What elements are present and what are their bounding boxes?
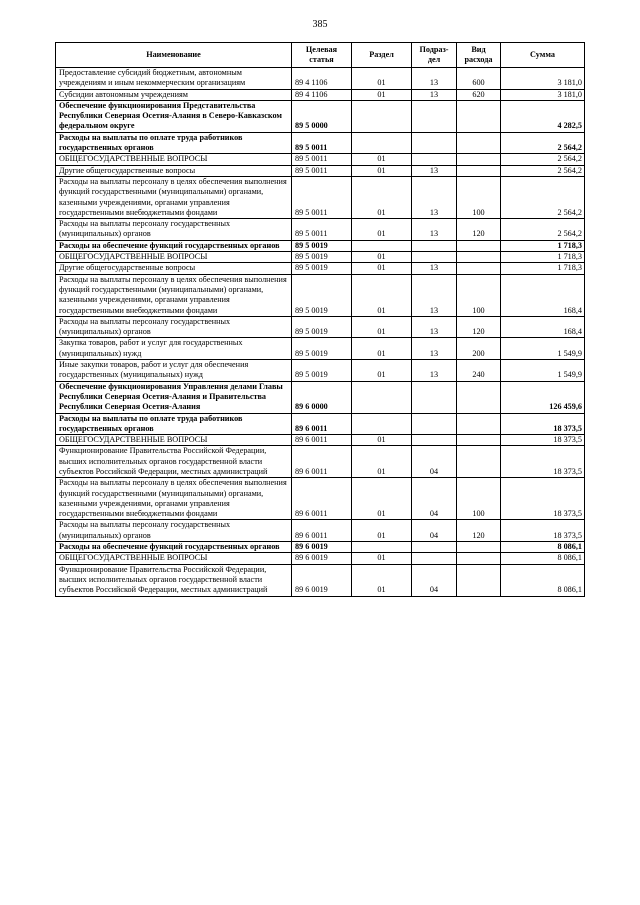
- cell-name: ОБЩЕГОСУДАРСТВЕННЫЕ ВОПРОСЫ: [56, 435, 292, 446]
- cell-section: [352, 100, 412, 132]
- cell-expense-type: 620: [457, 89, 501, 100]
- cell-section: [352, 381, 412, 413]
- cell-name: Другие общегосударственные вопросы: [56, 165, 292, 176]
- cell-section: 01: [352, 564, 412, 596]
- cell-target-article: 89 4 1106: [292, 68, 352, 90]
- cell-amount: 18 373,5: [501, 413, 585, 435]
- cell-target-article: 89 5 0011: [292, 219, 352, 241]
- cell-section: [352, 240, 412, 251]
- cell-subsection: 04: [412, 564, 457, 596]
- cell-target-article: 89 5 0019: [292, 252, 352, 263]
- cell-section: 01: [352, 520, 412, 542]
- cell-section: 01: [352, 252, 412, 263]
- cell-name: Расходы на выплаты персоналу в целях обеспечения выполнения функций государственными (муниципальными) органами, казенными учреждениями, органами управления государственными внебюджетными фондами: [56, 176, 292, 218]
- cell-expense-type: [457, 165, 501, 176]
- table-row: [56, 263, 585, 274]
- cell-name: Расходы на выплаты персоналу государственных (муниципальных) органов: [56, 316, 292, 338]
- cell-subsection: 13: [412, 360, 457, 382]
- cell-expense-type: 120: [457, 316, 501, 338]
- cell-section: 01: [352, 435, 412, 446]
- cell-expense-type: 120: [457, 219, 501, 241]
- cell-expense-type: [457, 381, 501, 413]
- cell-expense-type: [457, 132, 501, 154]
- cell-amount: 126 459,6: [501, 381, 585, 413]
- table-body: [56, 68, 585, 597]
- cell-name: Обеспечение функционирования Управления делами Главы Республики Северная Осетия-Алания и Правительства Республики Северная Осетия-Алания: [56, 381, 292, 413]
- cell-target-article: 89 5 0011: [292, 176, 352, 218]
- cell-section: 01: [352, 165, 412, 176]
- cell-target-article: 89 6 0011: [292, 435, 352, 446]
- table-row: [56, 274, 585, 316]
- cell-subsection: [412, 413, 457, 435]
- cell-subsection: [412, 542, 457, 553]
- table-row: [56, 478, 585, 520]
- cell-name: Обеспечение функционирования Представительства Республики Северная Осетия-Алания в Северо-Кавказском федеральном округе: [56, 100, 292, 132]
- budget-table: [55, 42, 585, 597]
- table-row: [56, 435, 585, 446]
- cell-name: Другие общегосударственные вопросы: [56, 263, 292, 274]
- cell-expense-type: 600: [457, 68, 501, 90]
- cell-name: Предоставление субсидий бюджетным, автономным учреждениям и иным некоммерческим организациям: [56, 68, 292, 90]
- cell-amount: 2 564,2: [501, 132, 585, 154]
- table-row: [56, 252, 585, 263]
- table-row: [56, 176, 585, 218]
- cell-expense-type: [457, 435, 501, 446]
- header-section: Раздел: [352, 43, 412, 68]
- header-amount: Сумма: [501, 43, 585, 68]
- cell-amount: 168,4: [501, 274, 585, 316]
- table-row: [56, 219, 585, 241]
- table-row: [56, 542, 585, 553]
- cell-expense-type: [457, 542, 501, 553]
- cell-target-article: 89 6 0019: [292, 542, 352, 553]
- header-target-article: Целевая статья: [292, 43, 352, 68]
- cell-section: 01: [352, 446, 412, 478]
- cell-target-article: 89 6 0011: [292, 520, 352, 542]
- cell-expense-type: 100: [457, 176, 501, 218]
- cell-subsection: 13: [412, 68, 457, 90]
- cell-name: Расходы на обеспечение функций государственных органов: [56, 542, 292, 553]
- cell-subsection: [412, 132, 457, 154]
- cell-name: ОБЩЕГОСУДАРСТВЕННЫЕ ВОПРОСЫ: [56, 154, 292, 165]
- cell-expense-type: [457, 413, 501, 435]
- cell-target-article: 89 6 0019: [292, 564, 352, 596]
- cell-expense-type: [457, 564, 501, 596]
- cell-target-article: 89 5 0019: [292, 316, 352, 338]
- cell-section: 01: [352, 263, 412, 274]
- cell-subsection: 13: [412, 176, 457, 218]
- table-row: [56, 132, 585, 154]
- cell-section: 01: [352, 553, 412, 564]
- cell-name: Закупка товаров, работ и услуг для государственных (муниципальных) нужд: [56, 338, 292, 360]
- cell-name: Субсидии автономным учреждениям: [56, 89, 292, 100]
- cell-amount: 3 181,0: [501, 89, 585, 100]
- cell-amount: 18 373,5: [501, 446, 585, 478]
- cell-target-article: 89 6 0011: [292, 446, 352, 478]
- cell-subsection: 13: [412, 263, 457, 274]
- page-number: 385: [312, 19, 328, 30]
- header-expense-type: Вид расхода: [457, 43, 501, 68]
- table-row: [56, 100, 585, 132]
- cell-section: 01: [352, 274, 412, 316]
- cell-target-article: 89 5 0019: [292, 338, 352, 360]
- cell-amount: 18 373,5: [501, 435, 585, 446]
- cell-expense-type: 100: [457, 274, 501, 316]
- cell-subsection: [412, 252, 457, 263]
- cell-subsection: [412, 240, 457, 251]
- table-row: [56, 360, 585, 382]
- cell-expense-type: [457, 446, 501, 478]
- cell-target-article: 89 6 0011: [292, 413, 352, 435]
- cell-target-article: 89 5 0019: [292, 360, 352, 382]
- header-subsection: Подраз-дел: [412, 43, 457, 68]
- cell-subsection: 13: [412, 89, 457, 100]
- cell-target-article: 89 5 0011: [292, 165, 352, 176]
- cell-amount: 2 564,2: [501, 219, 585, 241]
- cell-subsection: 13: [412, 219, 457, 241]
- table-row: [56, 564, 585, 596]
- cell-expense-type: [457, 553, 501, 564]
- table-row: [56, 338, 585, 360]
- cell-subsection: 04: [412, 478, 457, 520]
- cell-section: 01: [352, 338, 412, 360]
- table-row: [56, 89, 585, 100]
- cell-subsection: [412, 154, 457, 165]
- cell-amount: 8 086,1: [501, 553, 585, 564]
- cell-section: 01: [352, 68, 412, 90]
- cell-name: Функционирование Правительства Российской Федерации, высших исполнительных органов государственной власти субъектов Российской Федерации, местных администраций: [56, 446, 292, 478]
- cell-subsection: 13: [412, 338, 457, 360]
- cell-expense-type: 240: [457, 360, 501, 382]
- cell-expense-type: [457, 240, 501, 251]
- cell-name: Расходы на выплаты персоналу в целях обеспечения выполнения функций государственными (муниципальными) органами, казенными учреждениями, органами управления государственными внебюджетными фондами: [56, 478, 292, 520]
- cell-target-article: 89 6 0011: [292, 478, 352, 520]
- cell-target-article: 89 5 0019: [292, 263, 352, 274]
- cell-amount: 1 549,9: [501, 338, 585, 360]
- cell-expense-type: [457, 252, 501, 263]
- cell-section: 01: [352, 154, 412, 165]
- table-row: [56, 520, 585, 542]
- cell-expense-type: 120: [457, 520, 501, 542]
- cell-name: Расходы на обеспечение функций государственных органов: [56, 240, 292, 251]
- cell-name: Расходы на выплаты персоналу в целях обеспечения выполнения функций государственными (муниципальными) органами, казенными учреждениями, органами управления государственными внебюджетными фондами: [56, 274, 292, 316]
- cell-section: [352, 132, 412, 154]
- cell-target-article: 89 5 0000: [292, 100, 352, 132]
- cell-name: Расходы на выплаты по оплате труда работников государственных органов: [56, 413, 292, 435]
- cell-amount: 4 282,5: [501, 100, 585, 132]
- cell-amount: 8 086,1: [501, 542, 585, 553]
- cell-target-article: 89 5 0019: [292, 274, 352, 316]
- cell-section: 01: [352, 478, 412, 520]
- cell-name: Расходы на выплаты персоналу государственных (муниципальных) органов: [56, 520, 292, 542]
- table-row: [56, 316, 585, 338]
- cell-section: 01: [352, 176, 412, 218]
- cell-amount: 18 373,5: [501, 478, 585, 520]
- table-row: [56, 240, 585, 251]
- cell-section: 01: [352, 219, 412, 241]
- cell-subsection: 04: [412, 520, 457, 542]
- cell-amount: 2 564,2: [501, 154, 585, 165]
- cell-name: Расходы на выплаты персоналу государственных (муниципальных) органов: [56, 219, 292, 241]
- cell-expense-type: 200: [457, 338, 501, 360]
- cell-section: [352, 413, 412, 435]
- cell-expense-type: [457, 263, 501, 274]
- cell-amount: 1 718,3: [501, 263, 585, 274]
- cell-expense-type: 100: [457, 478, 501, 520]
- cell-name: Функционирование Правительства Российской Федерации, высших исполнительных органов государственной власти субъектов Российской Федерации, местных администраций: [56, 564, 292, 596]
- cell-amount: 1 718,3: [501, 240, 585, 251]
- cell-target-article: 89 6 0000: [292, 381, 352, 413]
- cell-expense-type: [457, 100, 501, 132]
- cell-target-article: 89 5 0011: [292, 132, 352, 154]
- table-header-row: [56, 43, 585, 68]
- cell-target-article: 89 4 1106: [292, 89, 352, 100]
- cell-section: 01: [352, 316, 412, 338]
- table-row: [56, 68, 585, 90]
- cell-subsection: 13: [412, 274, 457, 316]
- header-name: Наименование: [56, 43, 292, 68]
- table-row: [56, 553, 585, 564]
- cell-amount: 1 718,3: [501, 252, 585, 263]
- cell-section: 01: [352, 360, 412, 382]
- cell-subsection: [412, 435, 457, 446]
- cell-section: [352, 542, 412, 553]
- cell-amount: 18 373,5: [501, 520, 585, 542]
- cell-name: ОБЩЕГОСУДАРСТВЕННЫЕ ВОПРОСЫ: [56, 553, 292, 564]
- cell-target-article: 89 5 0011: [292, 154, 352, 165]
- table-row: [56, 381, 585, 413]
- cell-name: ОБЩЕГОСУДАРСТВЕННЫЕ ВОПРОСЫ: [56, 252, 292, 263]
- table-row: [56, 165, 585, 176]
- cell-subsection: [412, 381, 457, 413]
- table-row: [56, 154, 585, 165]
- cell-subsection: [412, 553, 457, 564]
- cell-amount: 168,4: [501, 316, 585, 338]
- cell-subsection: 04: [412, 446, 457, 478]
- cell-target-article: 89 6 0019: [292, 553, 352, 564]
- table-row: [56, 413, 585, 435]
- cell-subsection: 13: [412, 316, 457, 338]
- cell-name: Иные закупки товаров, работ и услуг для обеспечения государственных (муниципальных) нужд: [56, 360, 292, 382]
- cell-amount: 1 549,9: [501, 360, 585, 382]
- cell-amount: 3 181,0: [501, 68, 585, 90]
- cell-expense-type: [457, 154, 501, 165]
- table-row: [56, 446, 585, 478]
- cell-name: Расходы на выплаты по оплате труда работников государственных органов: [56, 132, 292, 154]
- cell-subsection: [412, 100, 457, 132]
- cell-amount: 2 564,2: [501, 176, 585, 218]
- cell-amount: 2 564,2: [501, 165, 585, 176]
- cell-section: 01: [352, 89, 412, 100]
- cell-amount: 8 086,1: [501, 564, 585, 596]
- cell-subsection: 13: [412, 165, 457, 176]
- cell-target-article: 89 5 0019: [292, 240, 352, 251]
